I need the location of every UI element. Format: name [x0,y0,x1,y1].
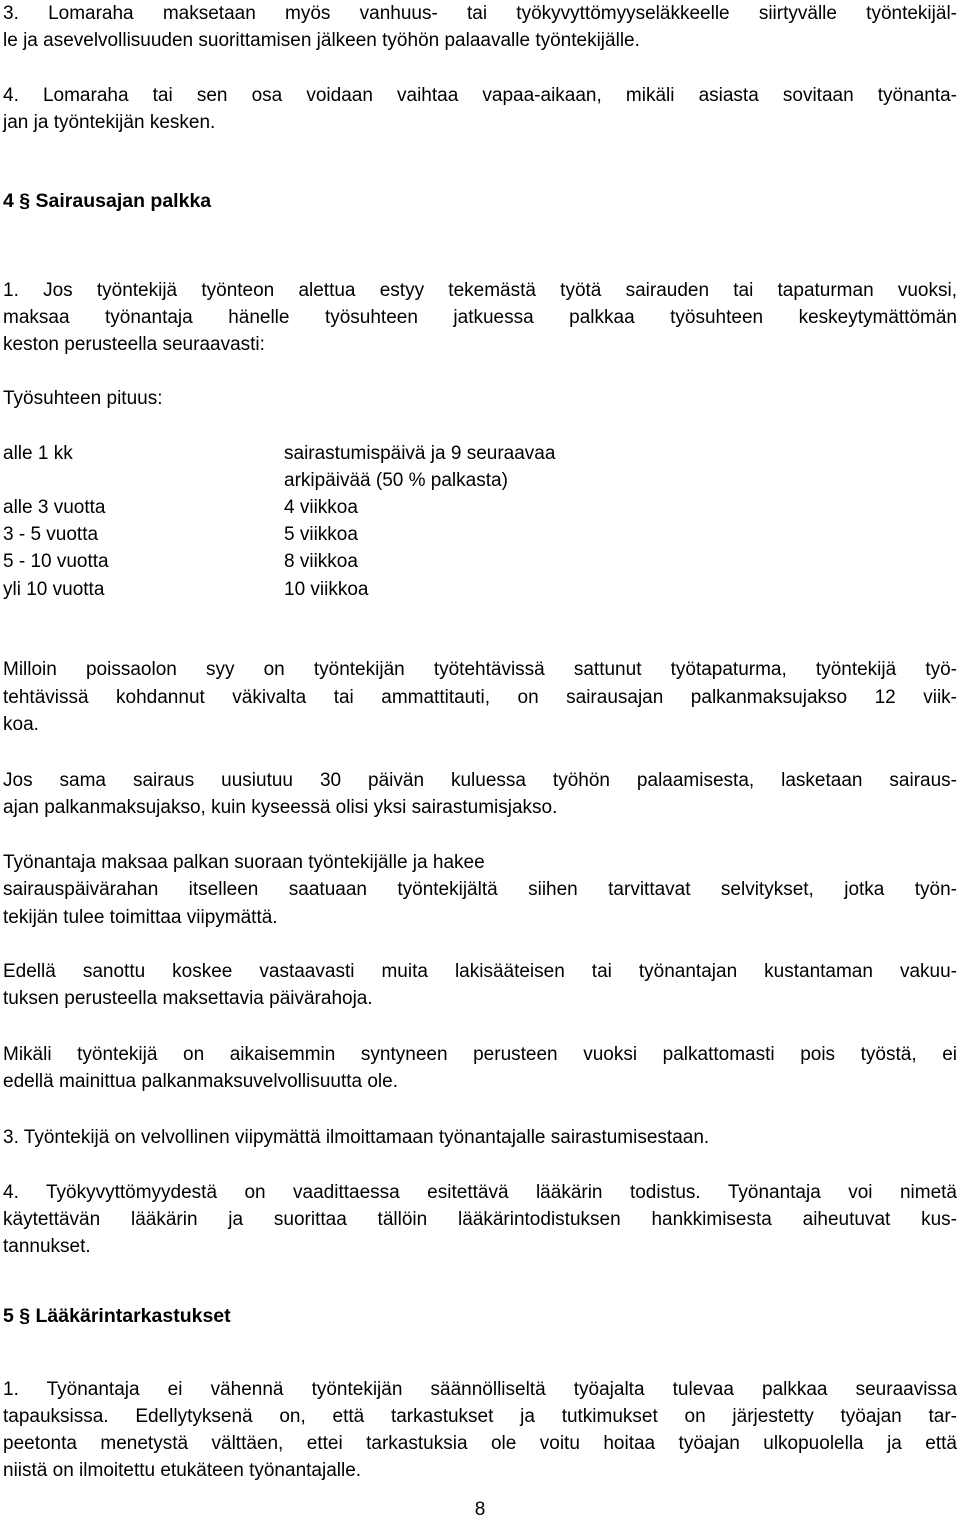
pay-period-cell: 5 viikkoa [284,524,358,545]
section-4-paragraph-1-line-3: keston perusteella seuraavasti: [3,334,265,355]
duration-cell: 5 - 10 vuotta [3,551,109,572]
section-4-paragraph-1-line-1: 1. Jos työntekijä työnteon alettua estyy tekemästä työtä sairauden tai tapaturman vuoksi, [3,280,957,301]
paragraph-4-line-2: jan ja työntekijän kesken. [3,112,216,133]
pay-period-cell: 10 viikkoa [284,579,369,600]
employer-pays-paragraph-line-2: sairauspäivärahan itselleen saatuaan työntekijältä siihen tarvittavat selvitykset, jotka työn- [3,879,957,900]
pay-period-cell: 8 viikkoa [284,551,358,572]
section-4-paragraph-1-line-2: maksaa työnantaja hänelle työsuhteen jatkuessa palkkaa työsuhteen keskeytymättömän [3,307,957,328]
pay-period-cell: sairastumispäivä ja 9 seuraavaa [284,443,556,464]
section-5-heading: 5 § Lääkärintarkastukset [3,1305,231,1327]
duration-cell: alle 3 vuotta [3,497,106,518]
work-accident-paragraph-line-3: koa. [3,714,39,735]
section-5-paragraph-1-line-3: peetonta menetystä välttäen, ettei tarkastuksia ole voitu hoitaa työajan ulkopuolella ja että [3,1433,957,1454]
employer-pays-paragraph-line-3: tekijän tulee toimittaa viipymättä. [3,907,278,928]
unpaid-absence-paragraph-line-1: Mikäli työntekijä on aikaisemmin syntyneen perusteen vuoksi palkattomasti pois työstä, ei [3,1044,957,1065]
pay-period-cell: 4 viikkoa [284,497,358,518]
section-4-paragraph-4-line-3: tannukset. [3,1236,91,1257]
pay-period-cell-continued: arkipäivää (50 % palkasta) [284,470,508,491]
employment-duration-heading: Työsuhteen pituus: [3,388,163,409]
paragraph-4-line-1: 4. Lomaraha tai sen osa voidaan vaihtaa vapaa-aikaan, mikäli asiasta sovitaan työnanta- [3,85,957,106]
work-accident-paragraph-line-1: Milloin poissaolon syy on työntekijän työtehtävissä sattunut työtapaturma, työntekijä työ- [3,659,957,680]
page-number: 8 [474,1499,486,1520]
paragraph-3-line-2: le ja asevelvollisuuden suorittamisen jälkeen työhön palaavalle työntekijälle. [3,30,640,51]
section-5-paragraph-1-line-2: tapauksissa. Edellytyksenä on, että tarkastukset ja tutkimukset on järjestetty työajan tar- [3,1406,957,1427]
unpaid-absence-paragraph-line-2: edellä mainittua palkanmaksuvelvollisuutta ole. [3,1071,399,1092]
section-4-paragraph-3: 3. Työntekijä on velvollinen viipymättä ilmoittamaan työnantajalle sairastumisestaan. [3,1127,710,1148]
section-5-paragraph-1-line-4: niistä on ilmoitettu etukäteen työnantajalle. [3,1460,362,1481]
employer-pays-paragraph-line-1: Työnantaja maksaa palkan suoraan työntekijälle ja hakee [3,852,485,873]
daily-allowance-paragraph-line-1: Edellä sanottu koskee vastaavasti muita lakisääteisen tai työnantajan kustantaman vakuu- [3,961,957,982]
section-4-paragraph-4-line-2: käytettävän lääkärin ja suorittaa tällöin lääkärintodistuksen hankkimisesta aiheutuvat kus- [3,1209,957,1230]
work-accident-paragraph-line-2: tehtävissä kohdannut väkivalta tai ammattitauti, on sairausajan palkanmaksujakso 12 viik- [3,687,957,708]
section-4-paragraph-4-line-1: 4. Työkyvyttömyydestä on vaadittaessa esitettävä lääkärin todistus. Työnantaja voi nimetä [3,1182,957,1203]
duration-cell: yli 10 vuotta [3,579,105,600]
recurring-illness-paragraph-line-1: Jos sama sairaus uusiutuu 30 päivän kuluessa työhön palaamisesta, lasketaan sairaus- [3,770,957,791]
paragraph-3-line-1: 3. Lomaraha maksetaan myös vanhuus- tai työkyvyttömyyseläkkeelle siirtyvälle työntekijäl- [3,3,957,24]
duration-cell: 3 - 5 vuotta [3,524,99,545]
section-4-heading: 4 § Sairausajan palkka [3,190,212,212]
duration-cell: alle 1 kk [3,443,73,464]
section-5-paragraph-1-line-1: 1. Työnantaja ei vähennä työntekijän säännölliseltä työajalta tulevaa palkkaa seuraavissa [3,1379,957,1400]
recurring-illness-paragraph-line-2: ajan palkanmaksujakso, kuin kyseessä olisi yksi sairastumisjakso. [3,797,558,818]
daily-allowance-paragraph-line-2: tuksen perusteella maksettavia päivärahoja. [3,988,373,1009]
